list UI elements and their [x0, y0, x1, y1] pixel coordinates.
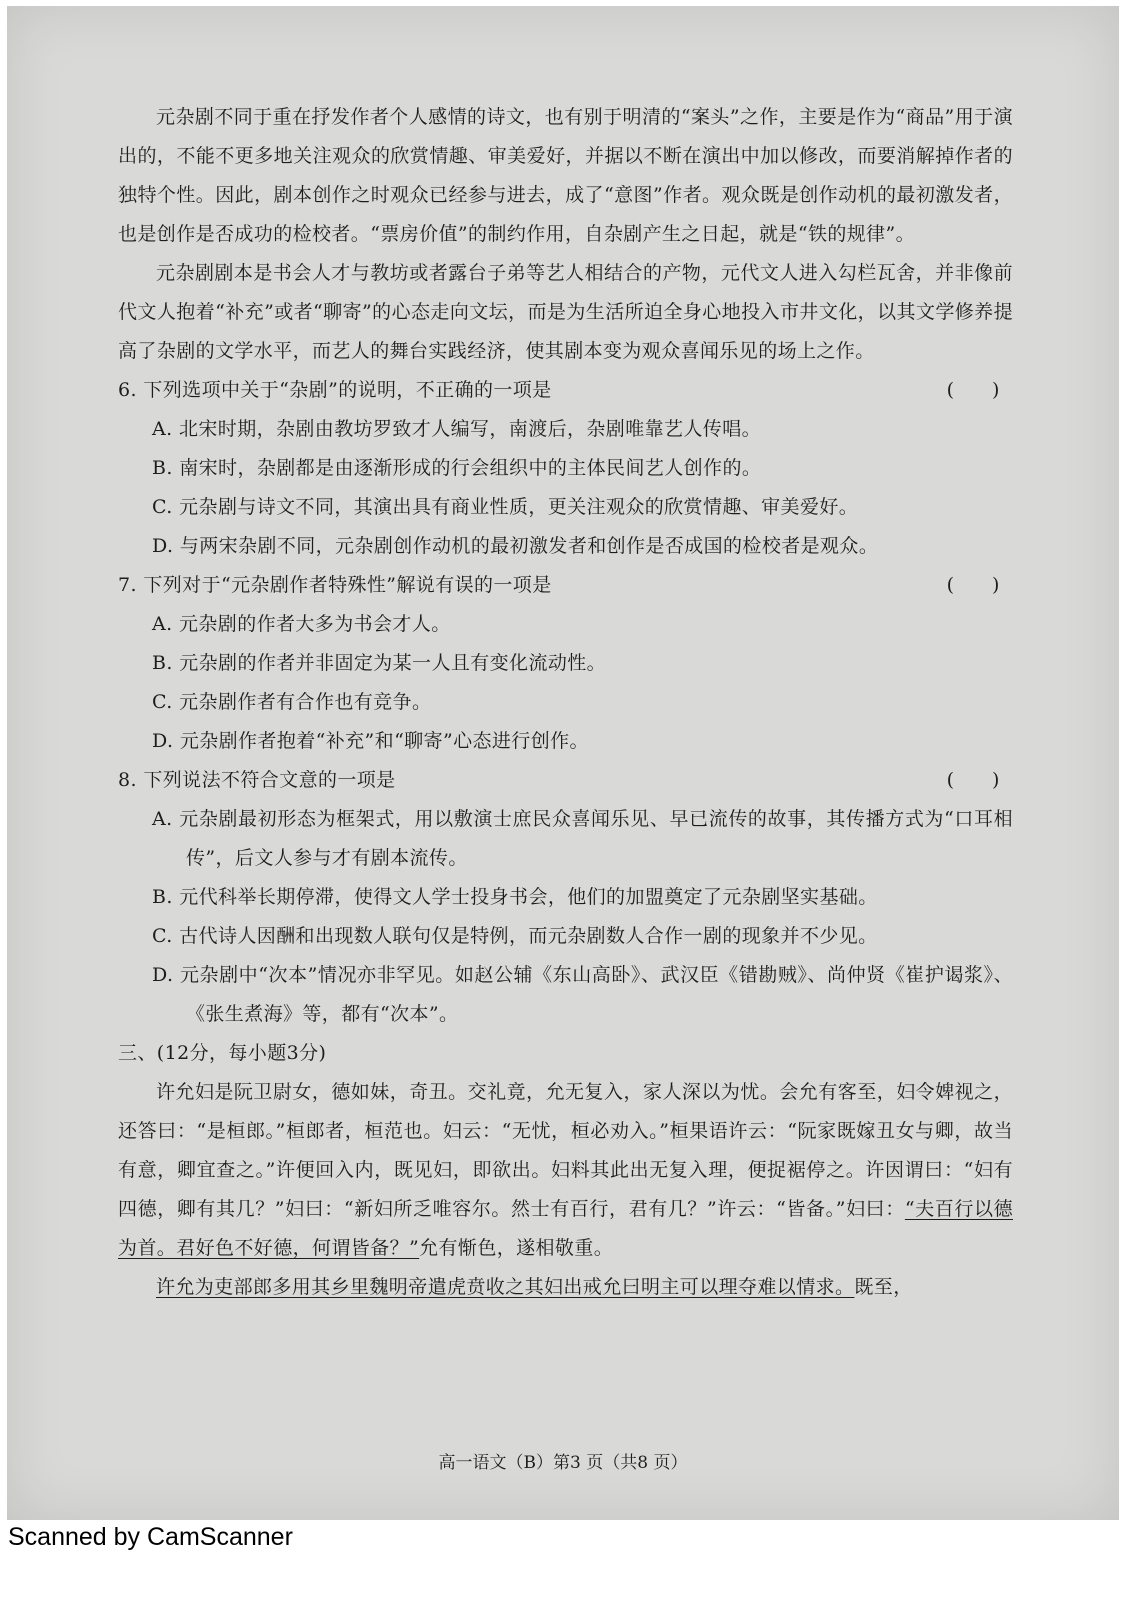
answer-paren-7: ( ) — [946, 574, 1000, 596]
q6-option-d: D. 与两宋杂剧不同，元杂剧创作动机的最初激发者和创作是否成国的检校者是观众。 — [152, 535, 879, 557]
classical-p1-text: 许允妇是阮卫尉女，德如妹，奇丑。交礼竟，允无复入，家人深以为忧。会允有客至，妇令婢视之，还答曰：“是桓郎。”桓郎者，桓范也。妇云：“无忧，桓必劝入。”桓果语许云：“阮家既嫁丑女与卿，故当有意，卿宜查之。”许便回入内，既见妇，即欲出。妇料其此出无复入理，便捉裾停之。许因谓曰：“妇有四德，卿有其几？”妇曰：“新妇所乏唯容尔。然士有百行，君有几？”许云：“皆备。”妇曰： — [118, 1081, 1013, 1220]
question-8-text: 8. 下列说法不符合文意的一项是 — [118, 769, 396, 791]
passage-paragraph-2: 元杂剧剧本是书会人才与教坊或者露台子弟等艺人相结合的产物，元代文人进入勾栏瓦舍，并非像前代文人抱着“补充”或者“聊寄”的心态走向文坛，而是为生活所迫全身心地投入市井文化，以其文学修养提高了杂剧的文学水平，而艺人的舞台实践经济，使其剧本变为观众喜闻乐见的场上之作。 — [118, 262, 1013, 362]
question-6-text: 6. 下列选项中关于“杂剧”的说明，不正确的一项是 — [118, 379, 552, 401]
section-3-heading: 三、(12分，每小题3分) — [118, 1042, 327, 1064]
classical-paragraph-1 — [118, 1073, 1013, 1268]
q7-option-b: B. 元杂剧的作者并非固定为某一人且有变化流动性。 — [152, 652, 607, 674]
q8-option-d: D. 元杂剧中“次本”情况亦非罕见。如赵公辅《东山高卧》、武汉臣《错勘贼》、尚仲贤《崔护谒浆》、《张生煮海》等，都有“次本”。 — [152, 964, 1013, 1025]
page-content — [118, 98, 1013, 1307]
q7-option-a: A. 元杂剧的作者大多为书会才人。 — [152, 613, 451, 635]
question-7-text: 7. 下列对于“元杂剧作者特殊性”解说有误的一项是 — [118, 574, 552, 596]
underlined-sentence-2: 许允为吏部郎多用其乡里魏明帝遣虎贲收之其妇出戒允曰明主可以理夺难以情求。 — [156, 1276, 855, 1298]
classical-paragraph-2 — [118, 1268, 1013, 1307]
q8-option-a: A. 元杂剧最初形态为框架式，用以敷演士庶民众喜闻乐见、早已流传的故事，其传播方式为“口耳相传”，后文人参与才有剧本流传。 — [152, 808, 1013, 869]
answer-paren-8: ( ) — [946, 769, 1000, 791]
q6-option-c: C. 元杂剧与诗文不同，其演出具有商业性质，更关注观众的欣赏情趣、审美爱好。 — [152, 496, 859, 518]
q8-option-b: B. 元代科举长期停滞，使得文人学士投身书会，他们的加盟奠定了元杂剧坚实基础。 — [152, 886, 878, 908]
passage-paragraph-1: 元杂剧不同于重在抒发作者个人感情的诗文，也有别于明清的“案头”之作，主要是作为“商品”用于演出的，不能不更多地关注观众的欣赏情趣、审美爱好，并据以不断在演出中加以修改，而要消解掉作者的独特个性。因此，剧本创作之时观众已经参与进去，成了“意图”作者。观众既是创作动机的最初激发者，也是创作是否成功的检校者。“票房价值”的制约作用，自杂剧产生之日起，就是“铁的规律”。 — [118, 106, 1013, 245]
page-footer: 高一语文（B）第3 页（共8 页） — [438, 1453, 688, 1473]
classical-p1-tail: 允有惭色，遂相敬重。 — [419, 1237, 614, 1259]
underlined-sentence-1: “夫百行以德为首。君好色不好德，何谓皆备？” — [118, 1198, 1013, 1259]
q7-option-d: D. 元杂剧作者抱着“补充”和“聊寄”心态进行创作。 — [152, 730, 589, 752]
answer-paren-6: ( ) — [946, 379, 1000, 401]
question-7-stem — [118, 566, 1013, 605]
question-6-stem — [118, 371, 1013, 410]
camscanner-watermark: Scanned by CamScanner — [8, 1523, 293, 1551]
q8-option-c: C. 古代诗人因酬和出现数人联句仅是特例，而元杂剧数人合作一剧的现象并不少见。 — [152, 925, 878, 947]
question-8-stem — [118, 761, 1013, 800]
scanned-page — [7, 6, 1119, 1520]
q7-option-c: C. 元杂剧作者有合作也有竞争。 — [152, 691, 432, 713]
classical-p2-tail: 既至， — [854, 1276, 913, 1298]
q6-option-a: A. 北宋时期，杂剧由教坊罗致才人编写，南渡后，杂剧唯靠艺人传唱。 — [152, 418, 762, 440]
q6-option-b: B. 南宋时，杂剧都是由逐渐形成的行会组织中的主体民间艺人创作的。 — [152, 457, 762, 479]
